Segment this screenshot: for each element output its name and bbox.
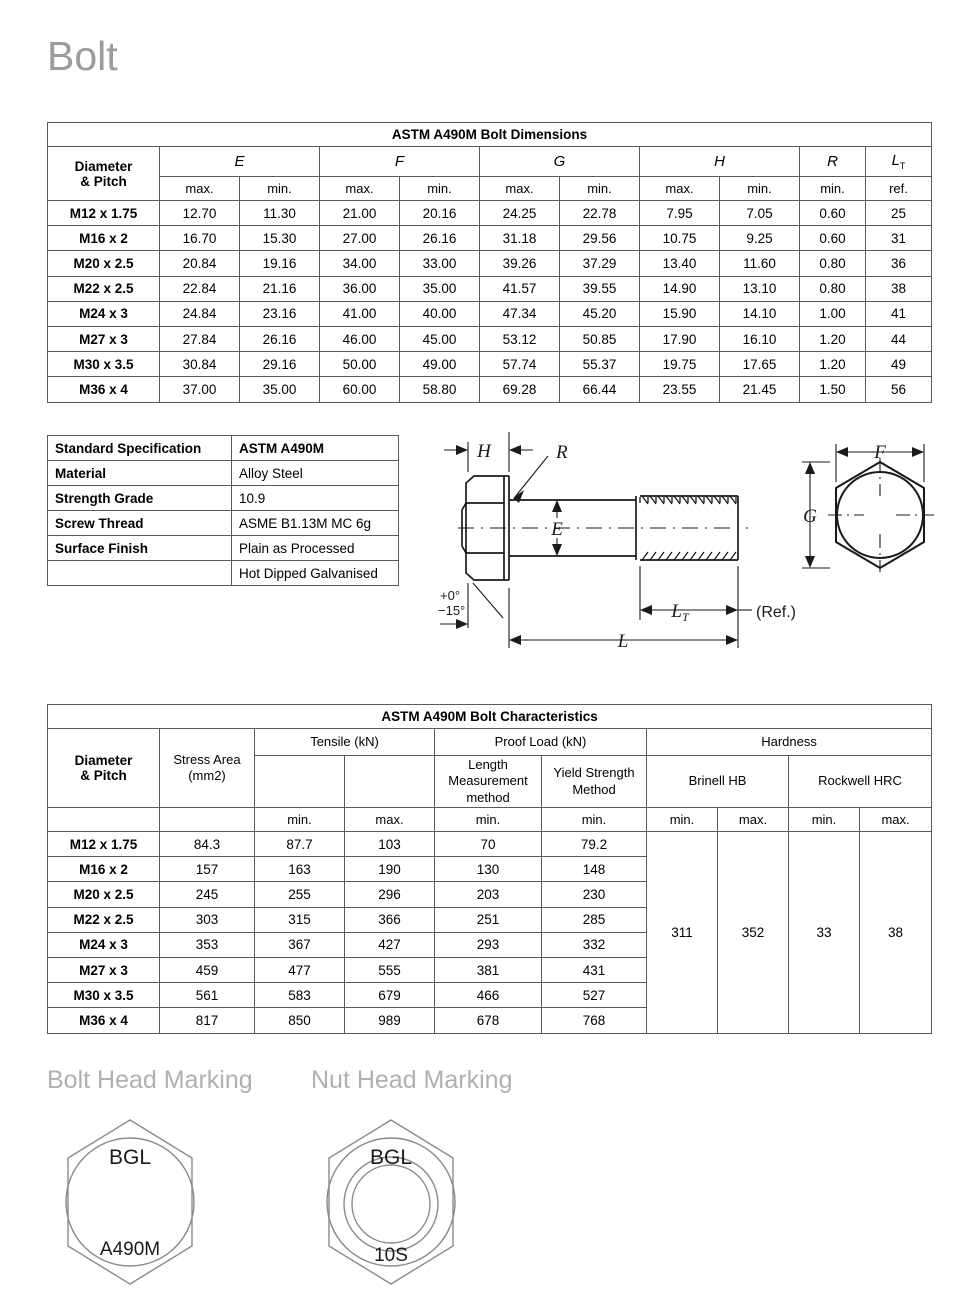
dimension-value-cell: 14.90: [640, 276, 720, 301]
proof-yield-cell: 79.2: [542, 832, 647, 857]
dimension-value-cell: 45.00: [400, 326, 480, 351]
dimension-value-cell: 27.84: [160, 326, 240, 351]
dimension-value-cell: 46.00: [320, 326, 400, 351]
char-hardness-header: Hardness: [647, 729, 932, 756]
bolt-diagram-svg: [418, 428, 796, 668]
char-dp-line2: & Pitch: [80, 768, 127, 783]
material-value: Plain as Processed: [232, 536, 399, 561]
material-value: ASME B1.13M MC 6g: [232, 511, 399, 536]
hex-head-end-view-diagram: [784, 430, 964, 605]
dimension-value-cell: 16.10: [720, 326, 800, 351]
material-value: Hot Dipped Galvanised: [232, 561, 399, 586]
dimension-size-cell: M22 x 2.5: [48, 276, 160, 301]
dimension-value-cell: 69.28: [480, 377, 560, 402]
subheader-lt-ref: ref.: [866, 177, 932, 201]
tensile-max-cell: 296: [345, 882, 435, 907]
nut-head-marking-svg: [303, 1112, 479, 1292]
table-row: [48, 352, 932, 377]
dimension-value-cell: 38: [866, 276, 932, 301]
dimension-value-cell: 35.00: [240, 377, 320, 402]
dimensions-banner: ASTM A490M Bolt Dimensions: [48, 123, 932, 147]
dimension-value-cell: 22.78: [560, 201, 640, 226]
table-row: [48, 377, 932, 402]
char-sub-empty-2: [160, 808, 255, 832]
bolt-marking-top: BGL: [108, 1146, 152, 1169]
stress-area-cell: 353: [160, 932, 255, 957]
diameter-pitch-line2: & Pitch: [80, 173, 127, 189]
table-row: [48, 276, 932, 301]
dimension-value-cell: 56: [866, 377, 932, 402]
tensile-max-cell: 103: [345, 832, 435, 857]
proof-yield-line1: Yield Strength: [553, 765, 635, 781]
dimension-value-cell: 34.00: [320, 251, 400, 276]
proof-length-cell: 293: [435, 932, 542, 957]
table-row: [48, 832, 932, 857]
char-proof-yield-header: [542, 756, 647, 808]
dimension-size-cell: M16 x 2: [48, 226, 160, 251]
table-row: [48, 326, 932, 351]
material-row: [48, 461, 399, 486]
char-size-cell: M27 x 3: [48, 957, 160, 982]
proof-yield-cell: 768: [542, 1008, 647, 1033]
tensile-min-cell: 477: [255, 957, 345, 982]
dimension-value-cell: 20.84: [160, 251, 240, 276]
bolt-head-marking-figure: [42, 1112, 218, 1292]
char-sub-empty-1: [48, 808, 160, 832]
subheader-f-max: max.: [320, 177, 400, 201]
tensile-min-cell: 163: [255, 857, 345, 882]
arrowheads: [456, 445, 738, 645]
brinell-min-cell: 311: [647, 832, 718, 1034]
tensile-min-cell: 315: [255, 907, 345, 932]
material-spec-body: [48, 436, 399, 586]
dimension-value-cell: 39.26: [480, 251, 560, 276]
dimension-value-cell: 37.00: [160, 377, 240, 402]
bolt-head-marking-svg: [42, 1112, 218, 1292]
nut-head-marking-title: Nut Head Marking: [311, 1066, 513, 1094]
material-key: [48, 561, 232, 586]
nut-head-marking-figure: [303, 1112, 479, 1292]
char-stress-area-header: [160, 729, 255, 808]
char-sub-brinell-min: min.: [647, 808, 718, 832]
proof-yield-cell: 431: [542, 957, 647, 982]
dimension-value-cell: 0.60: [800, 226, 866, 251]
table-banner-row: [48, 123, 932, 147]
label-r: R: [556, 442, 568, 463]
rockwell-min-cell: 33: [789, 832, 860, 1034]
dimension-value-cell: 36.00: [320, 276, 400, 301]
material-row: [48, 536, 399, 561]
material-spec-table: [47, 435, 399, 586]
material-key: Strength Grade: [48, 486, 232, 511]
dimension-value-cell: 0.80: [800, 251, 866, 276]
char-sub-tensile-min: min.: [255, 808, 345, 832]
table-row: [48, 226, 932, 251]
material-key: Surface Finish: [48, 536, 232, 561]
dimension-value-cell: 14.10: [720, 301, 800, 326]
group-header-e: E: [160, 147, 320, 177]
subheader-e-max: max.: [160, 177, 240, 201]
char-brinell-header: Brinell HB: [647, 756, 789, 808]
dimension-size-cell: M30 x 3.5: [48, 352, 160, 377]
tensile-max-cell: 679: [345, 983, 435, 1008]
proof-length-line2: Measurement: [448, 773, 528, 789]
tensile-max-cell: 989: [345, 1008, 435, 1033]
dimension-value-cell: 21.16: [240, 276, 320, 301]
char-header-row-1: [48, 729, 932, 756]
dimension-value-cell: 26.16: [240, 326, 320, 351]
char-banner-row: [48, 705, 932, 729]
brinell-max-cell: 352: [718, 832, 789, 1034]
proof-length-cell: 70: [435, 832, 542, 857]
label-l: L: [617, 631, 629, 652]
tensile-max-cell: 190: [345, 857, 435, 882]
bolt-head-marking-title: Bolt Head Marking: [47, 1066, 253, 1094]
dimension-value-cell: 31.18: [480, 226, 560, 251]
dimension-value-cell: 27.00: [320, 226, 400, 251]
dimension-value-cell: 21.45: [720, 377, 800, 402]
proof-yield-cell: 527: [542, 983, 647, 1008]
dimension-value-cell: 30.84: [160, 352, 240, 377]
dimension-value-cell: 1.00: [800, 301, 866, 326]
dimension-value-cell: 24.84: [160, 301, 240, 326]
dimension-value-cell: 45.20: [560, 301, 640, 326]
tensile-min-cell: 850: [255, 1008, 345, 1033]
bolt-marking-bottom: A490M: [99, 1239, 161, 1260]
char-sub-rockwell-min: min.: [789, 808, 860, 832]
dimension-value-cell: 19.16: [240, 251, 320, 276]
dimension-value-cell: 35.00: [400, 276, 480, 301]
table-row: [48, 301, 932, 326]
subheader-r-min: min.: [800, 177, 866, 201]
char-tensile-header: Tensile (kN): [255, 729, 435, 756]
dimension-value-cell: 50.85: [560, 326, 640, 351]
stress-area-line1: Stress Area: [173, 751, 241, 767]
table-row: [48, 251, 932, 276]
proof-length-cell: 678: [435, 1008, 542, 1033]
proof-yield-cell: 332: [542, 932, 647, 957]
proof-yield-line2: Method: [572, 781, 616, 797]
group-header-r: R: [800, 147, 866, 177]
label-angle-plus: +0°: [440, 588, 461, 603]
dimension-value-cell: 15.30: [240, 226, 320, 251]
char-subheader-row: [48, 808, 932, 832]
dimension-value-cell: 20.16: [400, 201, 480, 226]
proof-yield-cell: 148: [542, 857, 647, 882]
dimension-value-cell: 29.16: [240, 352, 320, 377]
dimension-value-cell: 22.84: [160, 276, 240, 301]
stress-area-line2: (mm2): [188, 768, 226, 783]
subheader-g-max: max.: [480, 177, 560, 201]
dimension-value-cell: 55.37: [560, 352, 640, 377]
dimension-value-cell: 41: [866, 301, 932, 326]
dimension-value-cell: 23.55: [640, 377, 720, 402]
nut-bore-circle: [352, 1165, 430, 1243]
stress-area-cell: 84.3: [160, 832, 255, 857]
group-header-lt-sub: T: [899, 161, 906, 171]
label-e: E: [551, 519, 563, 540]
label-lt-main: L: [671, 601, 682, 622]
proof-length-cell: 251: [435, 907, 542, 932]
dimension-value-cell: 31: [866, 226, 932, 251]
dimension-value-cell: 58.80: [400, 377, 480, 402]
dimension-value-cell: 49: [866, 352, 932, 377]
dimension-size-cell: M24 x 3: [48, 301, 160, 326]
dimension-value-cell: 7.95: [640, 201, 720, 226]
dimension-size-cell: M27 x 3: [48, 326, 160, 351]
dimension-value-cell: 41.57: [480, 276, 560, 301]
bolt-characteristics-table: [47, 704, 932, 1034]
dimension-value-cell: 41.00: [320, 301, 400, 326]
dimension-value-cell: 44: [866, 326, 932, 351]
char-tensile-sub-max: [345, 756, 435, 808]
dimension-value-cell: 40.00: [400, 301, 480, 326]
dimension-value-cell: 13.40: [640, 251, 720, 276]
char-sub-proof-yield-min: min.: [542, 808, 647, 832]
group-header-g: G: [480, 147, 640, 177]
char-size-cell: M16 x 2: [48, 857, 160, 882]
material-key: Standard Specification: [48, 436, 232, 461]
label-angle-minus: −15°: [438, 603, 466, 618]
table-group-header-row: [48, 147, 932, 177]
nut-marking-top: BGL: [369, 1146, 413, 1169]
material-row: [48, 486, 399, 511]
char-size-cell: M20 x 2.5: [48, 882, 160, 907]
dimension-value-cell: 1.50: [800, 377, 866, 402]
proof-length-cell: 466: [435, 983, 542, 1008]
characteristics-banner: ASTM A490M Bolt Characteristics: [48, 705, 932, 729]
dimension-size-cell: M36 x 4: [48, 377, 160, 402]
char-sub-proof-length-min: min.: [435, 808, 542, 832]
dimension-value-cell: 49.00: [400, 352, 480, 377]
dimension-value-cell: 17.65: [720, 352, 800, 377]
char-size-cell: M30 x 3.5: [48, 983, 160, 1008]
dimension-lines: [440, 432, 752, 648]
dimension-value-cell: 11.60: [720, 251, 800, 276]
dimension-value-cell: 47.34: [480, 301, 560, 326]
proof-yield-cell: 230: [542, 882, 647, 907]
char-rockwell-header: Rockwell HRC: [789, 756, 932, 808]
material-value: Alloy Steel: [232, 461, 399, 486]
dimension-value-cell: 57.74: [480, 352, 560, 377]
table-subheader-row: [48, 177, 932, 201]
bolt-dimensions-table: [47, 122, 932, 403]
dimension-value-cell: 36: [866, 251, 932, 276]
char-size-cell: M22 x 2.5: [48, 907, 160, 932]
tensile-max-cell: 427: [345, 932, 435, 957]
dimension-value-cell: 26.16: [400, 226, 480, 251]
group-header-f: F: [320, 147, 480, 177]
dimension-value-cell: 60.00: [320, 377, 400, 402]
tensile-min-cell: 87.7: [255, 832, 345, 857]
subheader-f-min: min.: [400, 177, 480, 201]
subheader-g-min: min.: [560, 177, 640, 201]
material-row: [48, 561, 399, 586]
proof-length-line3: method: [466, 789, 510, 805]
dimension-value-cell: 50.00: [320, 352, 400, 377]
nut-marking-bottom: 10S: [374, 1245, 408, 1266]
dimensions-table-body: [48, 201, 932, 403]
char-proof-load-header: Proof Load (kN): [435, 729, 647, 756]
label-lt-sub: T: [681, 610, 689, 624]
char-sub-tensile-max: max.: [345, 808, 435, 832]
stress-area-cell: 303: [160, 907, 255, 932]
page-title: Bolt: [47, 33, 118, 79]
char-size-cell: M12 x 1.75: [48, 832, 160, 857]
group-header-lt: [866, 147, 932, 177]
char-size-cell: M36 x 4: [48, 1008, 160, 1033]
dimension-value-cell: 12.70: [160, 201, 240, 226]
proof-length-cell: 381: [435, 957, 542, 982]
tensile-min-cell: 367: [255, 932, 345, 957]
material-key: Material: [48, 461, 232, 486]
subheader-e-min: min.: [240, 177, 320, 201]
char-sub-brinell-max: max.: [718, 808, 789, 832]
material-value: ASTM A490M: [232, 436, 399, 461]
dimension-value-cell: 9.25: [720, 226, 800, 251]
dimension-value-cell: 24.25: [480, 201, 560, 226]
char-sub-rockwell-max: max.: [860, 808, 932, 832]
hex-diagram-svg: [784, 430, 964, 605]
label-lt: [670, 601, 690, 624]
dimension-value-cell: 66.44: [560, 377, 640, 402]
proof-length-line1: Length: [468, 757, 508, 773]
dimension-value-cell: 10.75: [640, 226, 720, 251]
dimension-value-cell: 53.12: [480, 326, 560, 351]
dimension-size-cell: M12 x 1.75: [48, 201, 160, 226]
dimension-value-cell: 11.30: [240, 201, 320, 226]
dimension-value-cell: 19.75: [640, 352, 720, 377]
dimension-size-cell: M20 x 2.5: [48, 251, 160, 276]
characteristics-table-body: [48, 832, 932, 1034]
dimension-value-cell: 17.90: [640, 326, 720, 351]
group-header-h: H: [640, 147, 800, 177]
dimension-value-cell: 0.60: [800, 201, 866, 226]
stress-area-cell: 157: [160, 857, 255, 882]
tensile-max-cell: 366: [345, 907, 435, 932]
subheader-h-min: min.: [720, 177, 800, 201]
dimension-value-cell: 23.16: [240, 301, 320, 326]
stress-area-cell: 245: [160, 882, 255, 907]
subheader-h-max: max.: [640, 177, 720, 201]
label-h: H: [477, 441, 491, 462]
dimension-value-cell: 15.90: [640, 301, 720, 326]
dimension-value-cell: 33.00: [400, 251, 480, 276]
group-header-lt-main: L: [891, 152, 900, 169]
dimension-value-cell: 39.55: [560, 276, 640, 301]
material-value: 10.9: [232, 486, 399, 511]
dimension-value-cell: 29.56: [560, 226, 640, 251]
tensile-min-cell: 255: [255, 882, 345, 907]
bolt-side-view-diagram: [418, 428, 796, 668]
char-proof-length-header: [435, 756, 542, 808]
tensile-min-cell: 583: [255, 983, 345, 1008]
dimension-value-cell: 7.05: [720, 201, 800, 226]
label-ref: (Ref.): [756, 604, 796, 621]
material-row: [48, 436, 399, 461]
stress-area-cell: 561: [160, 983, 255, 1008]
label-f: F: [874, 442, 886, 463]
dimension-value-cell: 37.29: [560, 251, 640, 276]
proof-yield-cell: 285: [542, 907, 647, 932]
diameter-pitch-line1: Diameter: [74, 158, 133, 174]
label-g: G: [803, 506, 817, 527]
hex-dimension-lines: [802, 444, 934, 572]
stress-area-cell: 459: [160, 957, 255, 982]
char-tensile-sub-min: [255, 756, 345, 808]
dimension-value-cell: 25: [866, 201, 932, 226]
dimension-value-cell: 13.10: [720, 276, 800, 301]
char-size-cell: M24 x 3: [48, 932, 160, 957]
dimension-value-cell: 16.70: [160, 226, 240, 251]
nut-mid-circle: [344, 1157, 438, 1251]
dimension-value-cell: 1.20: [800, 352, 866, 377]
proof-length-cell: 130: [435, 857, 542, 882]
char-diameter-pitch-header: [48, 729, 160, 808]
material-row: [48, 511, 399, 536]
dimension-value-cell: 1.20: [800, 326, 866, 351]
material-key: Screw Thread: [48, 511, 232, 536]
table-row: [48, 201, 932, 226]
tensile-max-cell: 555: [345, 957, 435, 982]
diameter-pitch-header: [48, 147, 160, 201]
dimension-value-cell: 0.80: [800, 276, 866, 301]
stress-area-cell: 817: [160, 1008, 255, 1033]
char-dp-line1: Diameter: [74, 753, 133, 768]
proof-length-cell: 203: [435, 882, 542, 907]
rockwell-max-cell: 38: [860, 832, 932, 1034]
dimension-value-cell: 21.00: [320, 201, 400, 226]
